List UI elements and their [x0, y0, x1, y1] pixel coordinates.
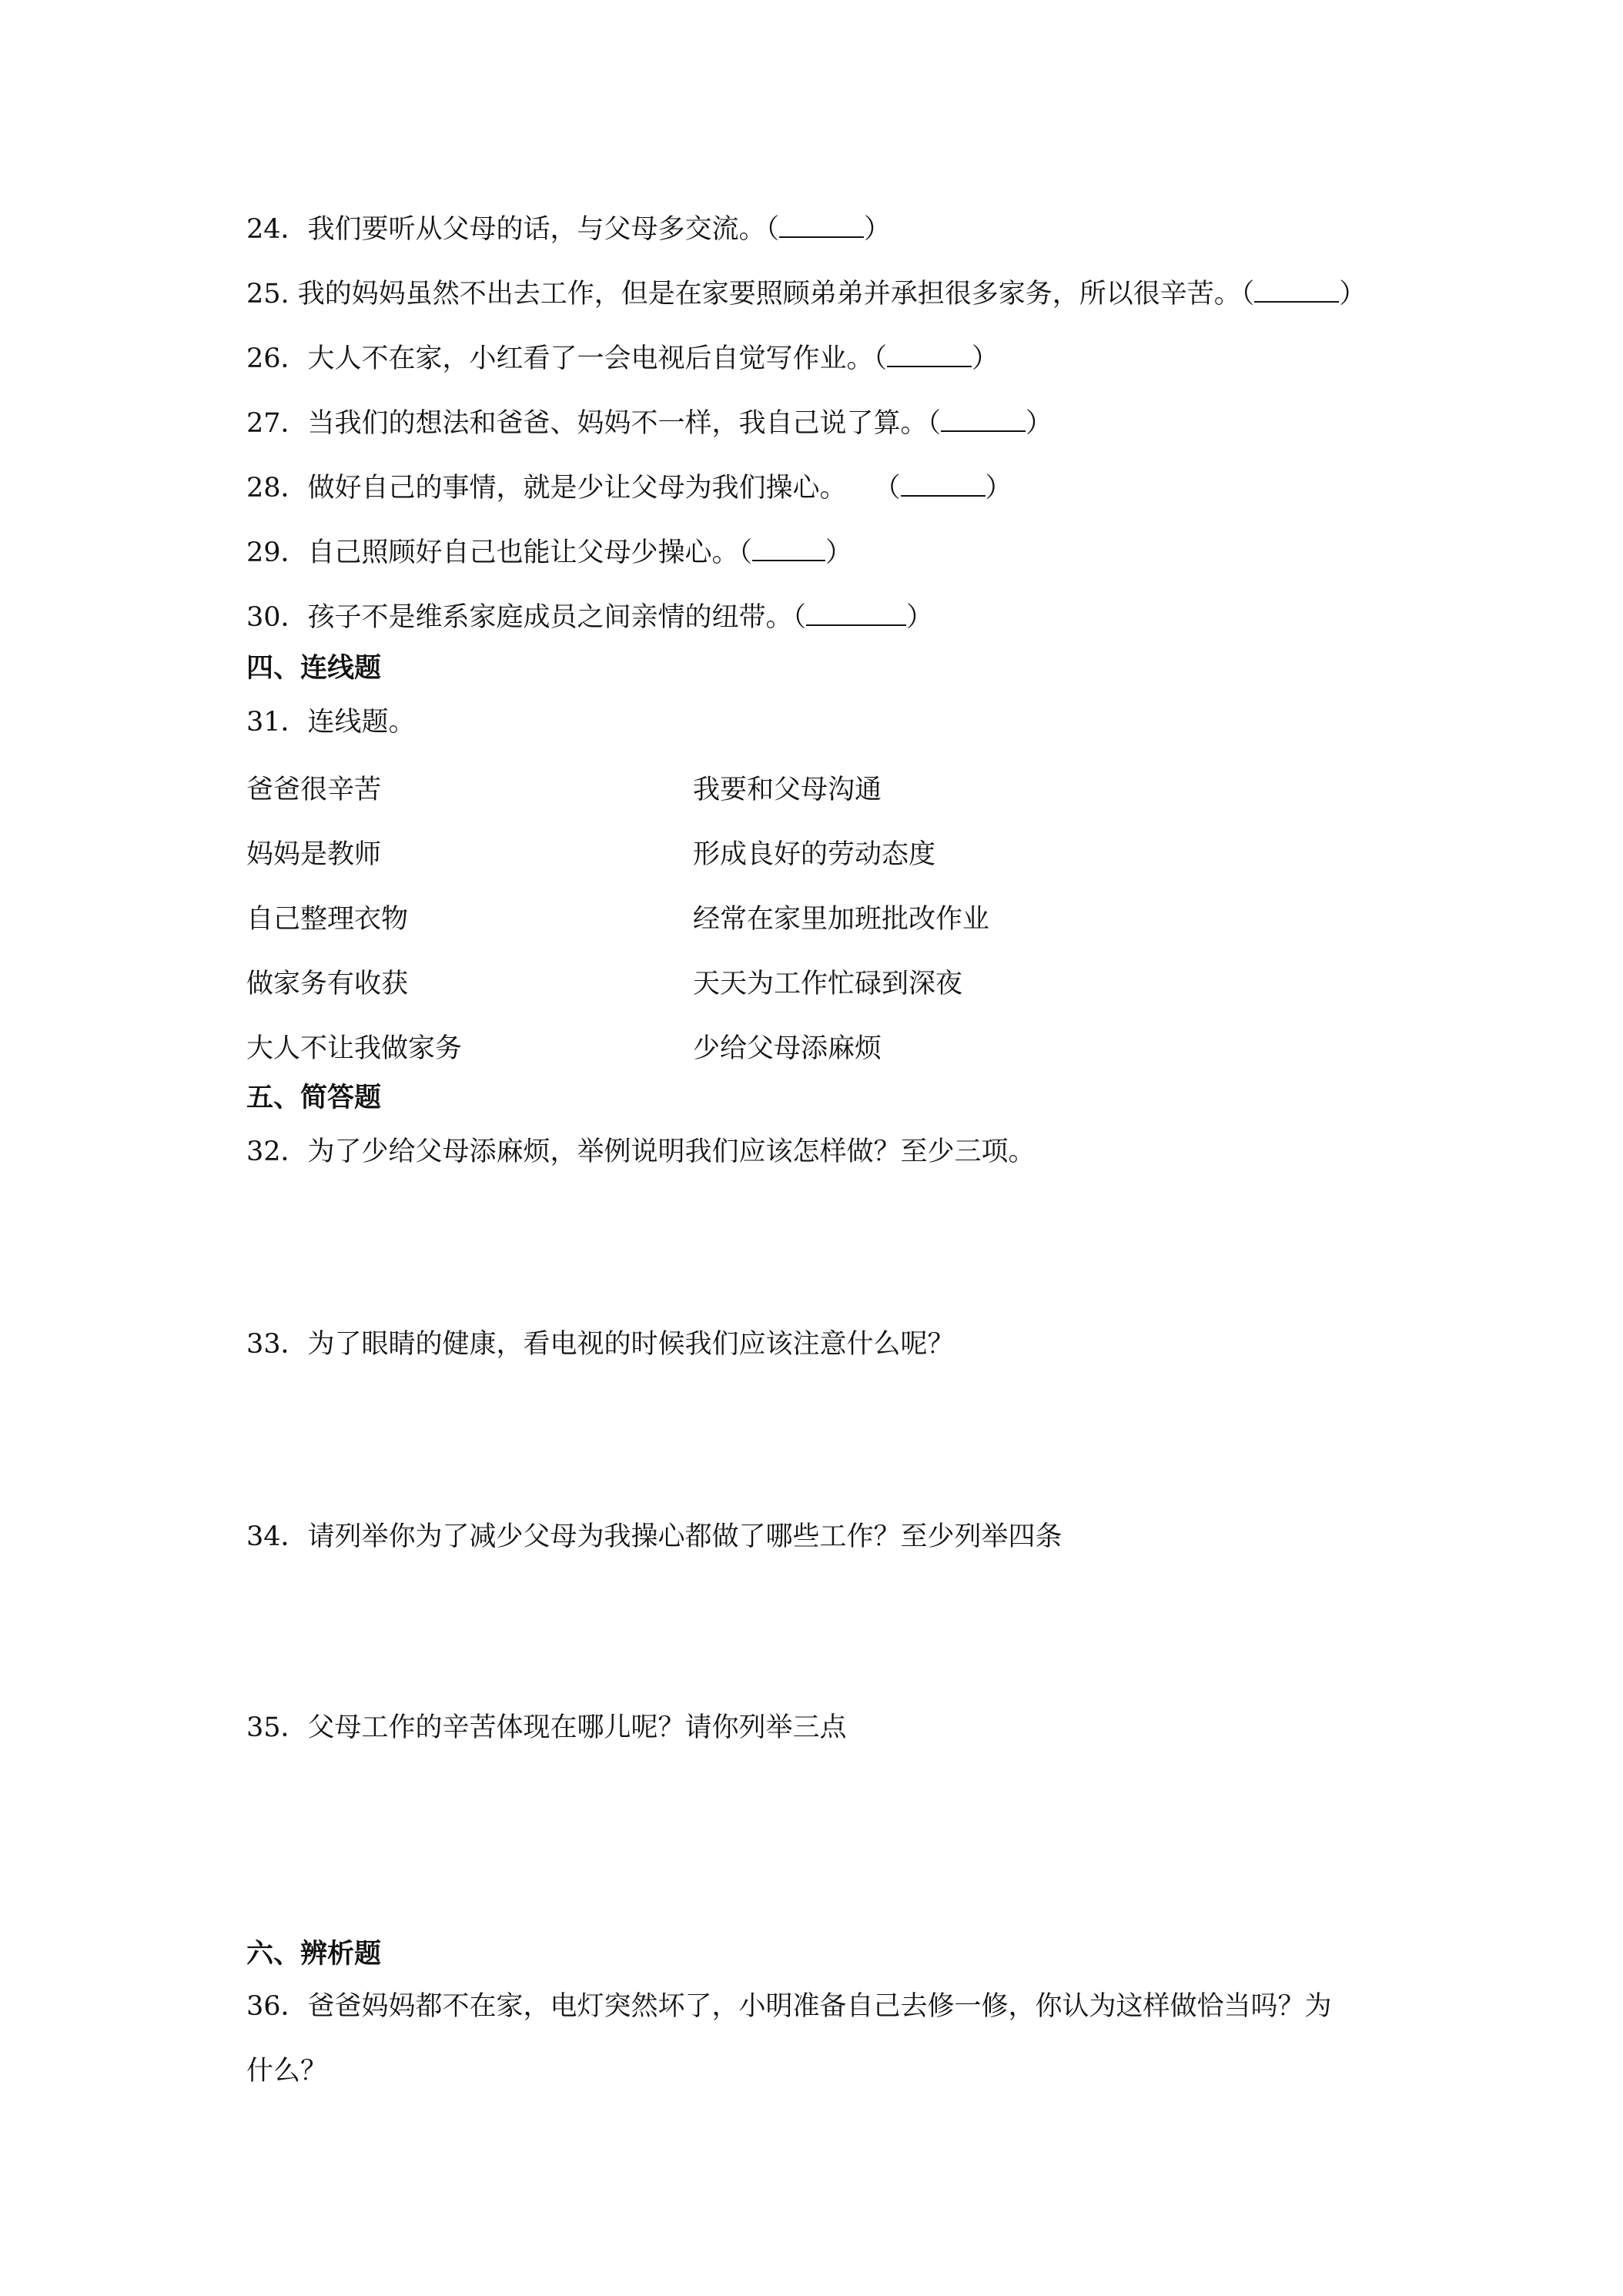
question-30: 30．孩子不是维系家庭成员之间亲情的纽带。（ ）	[246, 602, 934, 633]
answer-blank[interactable]	[779, 213, 864, 238]
question-34: 34．请列举你为了减少父母为我操心都做了哪些工作？至少列举四条	[246, 1521, 1062, 1552]
answer-blank[interactable]	[901, 472, 986, 497]
match-left-item[interactable]: 做家务有收获	[246, 969, 409, 999]
question-25: 25. 我的妈妈虽然不出去工作，但是在家要照顾弟弟并承担很多家务，所以很辛苦。（ ）	[246, 279, 1367, 310]
match-left-item[interactable]: 大人不让我做家务	[246, 1033, 463, 1064]
question-32: 32．为了少给父母添麻烦，举例说明我们应该怎样做？至少三项。	[246, 1136, 1036, 1167]
question-36-line1: 36．爸爸妈妈都不在家，电灯突然坏了，小明准备自己去修一修，你认为这样做恰当吗？为	[246, 1991, 1332, 2022]
match-right-item[interactable]: 我要和父母沟通	[693, 775, 882, 805]
match-right-item[interactable]: 少给父母添麻烦	[693, 1033, 882, 1064]
match-left-item[interactable]: 妈妈是教师	[246, 839, 382, 870]
match-right-item[interactable]: 形成良好的劳动态度	[693, 839, 936, 870]
answer-blank[interactable]	[806, 601, 906, 626]
question-29: 29．自己照顾好自己也能让父母少操心。（ ）	[246, 537, 853, 568]
answer-blank[interactable]	[887, 343, 972, 367]
section-heading-matching: 四、连线题	[246, 653, 382, 684]
section-heading-short-answer: 五、简答题	[246, 1083, 382, 1113]
answer-blank[interactable]	[1254, 278, 1339, 303]
answer-blank[interactable]	[752, 537, 825, 561]
match-left-item[interactable]: 自己整理衣物	[246, 904, 409, 935]
answer-blank[interactable]	[941, 407, 1026, 432]
match-right-item[interactable]: 天天为工作忙碌到深夜	[693, 969, 963, 999]
match-left-item[interactable]: 爸爸很辛苦	[246, 775, 382, 805]
match-right-item[interactable]: 经常在家里加班批改作业	[693, 904, 990, 935]
question-26: 26．大人不在家，小红看了一会电视后自觉写作业。（ ）	[246, 343, 999, 374]
question-27: 27．当我们的想法和爸爸、妈妈不一样，我自己说了算。（ ）	[246, 408, 1053, 439]
question-35: 35．父母工作的辛苦体现在哪儿呢？请你列举三点	[246, 1712, 847, 1743]
question-33: 33．为了眼睛的健康，看电视的时候我们应该注意什么呢？	[246, 1329, 955, 1360]
question-36-line2: 什么？	[246, 2056, 328, 2087]
question-28: 28．做好自己的事情，就是少让父母为我们操心。 （ ）	[246, 473, 1012, 504]
section-heading-analysis: 六、辨析题	[246, 1939, 382, 1970]
question-24: 24．我们要听从父母的话，与父母多交流。（ ）	[246, 214, 892, 245]
question-31: 31．连线题。	[246, 707, 416, 738]
